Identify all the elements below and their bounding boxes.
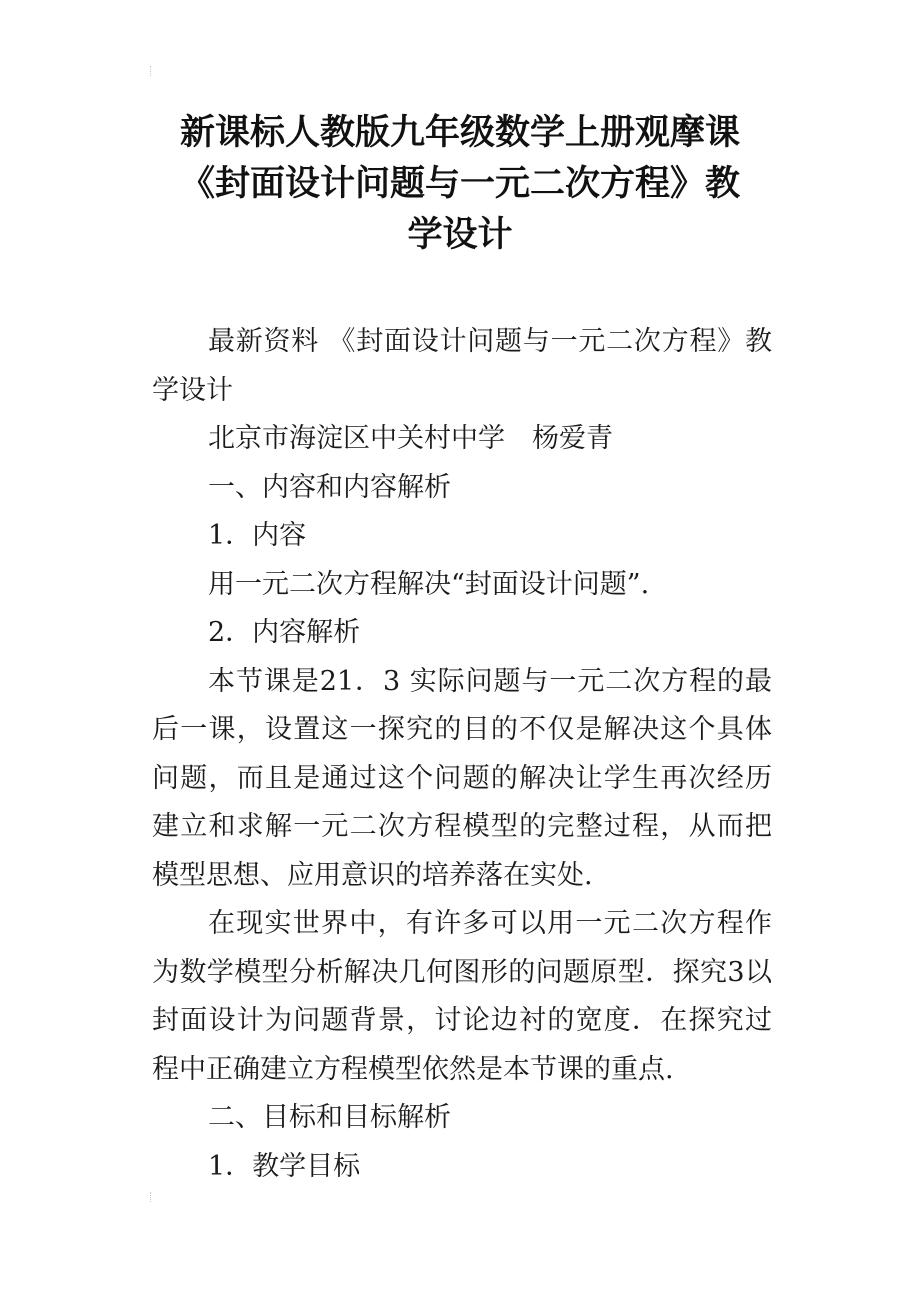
document-title	[150, 108, 770, 261]
document-body	[152, 318, 772, 1191]
title-line-3: 学设计	[407, 215, 513, 255]
paragraph-content: 用一元二次方程解决“封面设计问题”.	[208, 568, 650, 600]
subsection-heading-1-2: 2．内容解析	[208, 617, 361, 648]
section-heading-2: 二、目标和目标解析	[208, 1102, 451, 1133]
corner-crop-mark	[150, 66, 155, 76]
title-line-2: 《封面设计问题与一元二次方程》教	[179, 164, 740, 204]
paragraph-analysis-2: 在现实世界中，有许多可以用一元二次方程作为数学模型分析解决几何图形的问题原型．探究3以封面设计为问题背景，讨论边衬的宽度．在探究过程中正确建立方程模型依然是本节课的重点.	[152, 908, 772, 1085]
subsection-heading-2-1: 1．教学目标	[208, 1150, 361, 1182]
paragraph-author: 北京市海淀区中关村中学 杨爱青	[208, 423, 613, 454]
paragraph-analysis-1: 本节课是21．3 实际问题与一元二次方程的最后一课，设置这一探究的目的不仅是解决这个具体问题，而且是通过这个问题的解决让学生再次经历建立和求解一元二次方程模型的完整过程，从而把模型思想、应用意识的培养落在实处.	[152, 665, 772, 891]
section-heading-1: 一、内容和内容解析	[208, 471, 451, 503]
subsection-heading-1-1: 1．内容	[208, 520, 307, 551]
corner-crop-mark	[150, 1192, 155, 1202]
paragraph-intro: 最新资料 《封面设计问题与一元二次方程》教学设计	[152, 326, 772, 406]
title-line-1: 新课标人教版九年级数学上册观摩课	[179, 113, 740, 153]
